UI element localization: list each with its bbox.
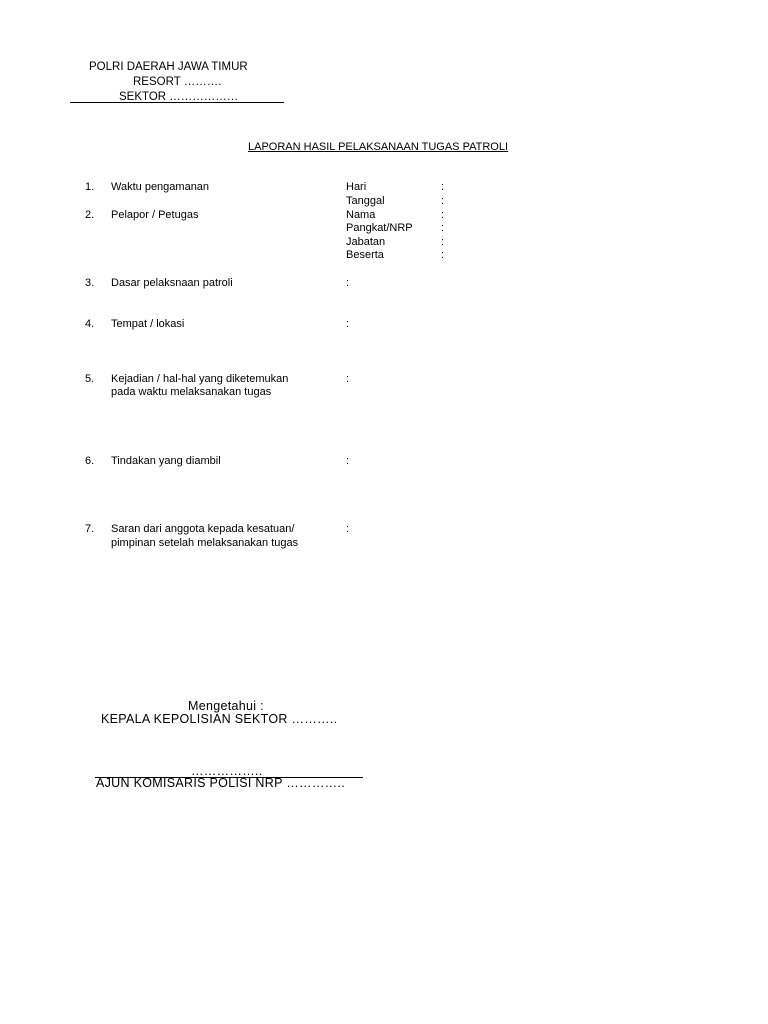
header-resort: RESORT ……….	[133, 76, 222, 88]
item-5-label-line2: pada waktu melaksanakan tugas	[111, 386, 272, 398]
field-hari: Hari	[346, 181, 367, 193]
item-4-number: 4.	[85, 318, 95, 330]
item-7-colon: :	[346, 523, 350, 535]
item-3-label: Dasar pelaksnaan patroli	[111, 277, 233, 289]
item-7-number: 7.	[85, 523, 95, 535]
colon-pangkat-nrp: :	[441, 222, 445, 234]
item-1-label: Waktu pengamanan	[111, 181, 210, 193]
field-nama: Nama	[346, 209, 376, 221]
signature-name-dots: ……………..	[191, 764, 263, 778]
field-jabatan: Jabatan	[346, 236, 386, 248]
field-pangkat-nrp: Pangkat/NRP	[346, 222, 413, 234]
item-2-number: 2.	[85, 209, 95, 221]
colon-tanggal: :	[441, 195, 445, 207]
item-5-label: Kejadian / hal-hal yang diketemukan	[111, 373, 289, 385]
colon-jabatan: :	[441, 236, 445, 248]
signature-mengetahui: Mengetahui :	[188, 699, 264, 713]
item-4-label: Tempat / lokasi	[111, 318, 185, 330]
header-underline	[70, 102, 284, 103]
item-6-number: 6.	[85, 455, 95, 467]
item-5-number: 5.	[85, 373, 95, 385]
item-3-number: 3.	[85, 277, 95, 289]
item-1-number: 1.	[85, 181, 95, 193]
item-6-colon: :	[346, 455, 350, 467]
colon-hari: :	[441, 181, 445, 193]
item-7-label: Saran dari anggota kepada kesatuan/	[111, 523, 295, 535]
item-6-label: Tindakan yang diambil	[111, 455, 221, 467]
signature-rank: AJUN KOMISARIS POLISI NRP …………..	[96, 776, 345, 790]
item-4-colon: :	[346, 318, 350, 330]
item-3-colon: :	[346, 277, 350, 289]
item-7-label-line2: pimpinan setelah melaksanakan tugas	[111, 537, 299, 549]
field-beserta: Beserta	[346, 249, 384, 261]
field-tanggal: Tanggal	[346, 195, 385, 207]
header-org: POLRI DAERAH JAWA TIMUR	[89, 61, 248, 73]
item-2-label: Pelapor / Petugas	[111, 209, 199, 221]
colon-beserta: :	[441, 249, 445, 261]
colon-nama: :	[441, 209, 445, 221]
signature-position: KEPALA KEPOLISIAN SEKTOR ………..	[101, 712, 338, 726]
item-5-colon: :	[346, 373, 350, 385]
page-title: LAPORAN HASIL PELAKSANAAN TUGAS PATROLI	[248, 141, 509, 153]
header-sektor: SEKTOR ………………	[119, 91, 239, 103]
